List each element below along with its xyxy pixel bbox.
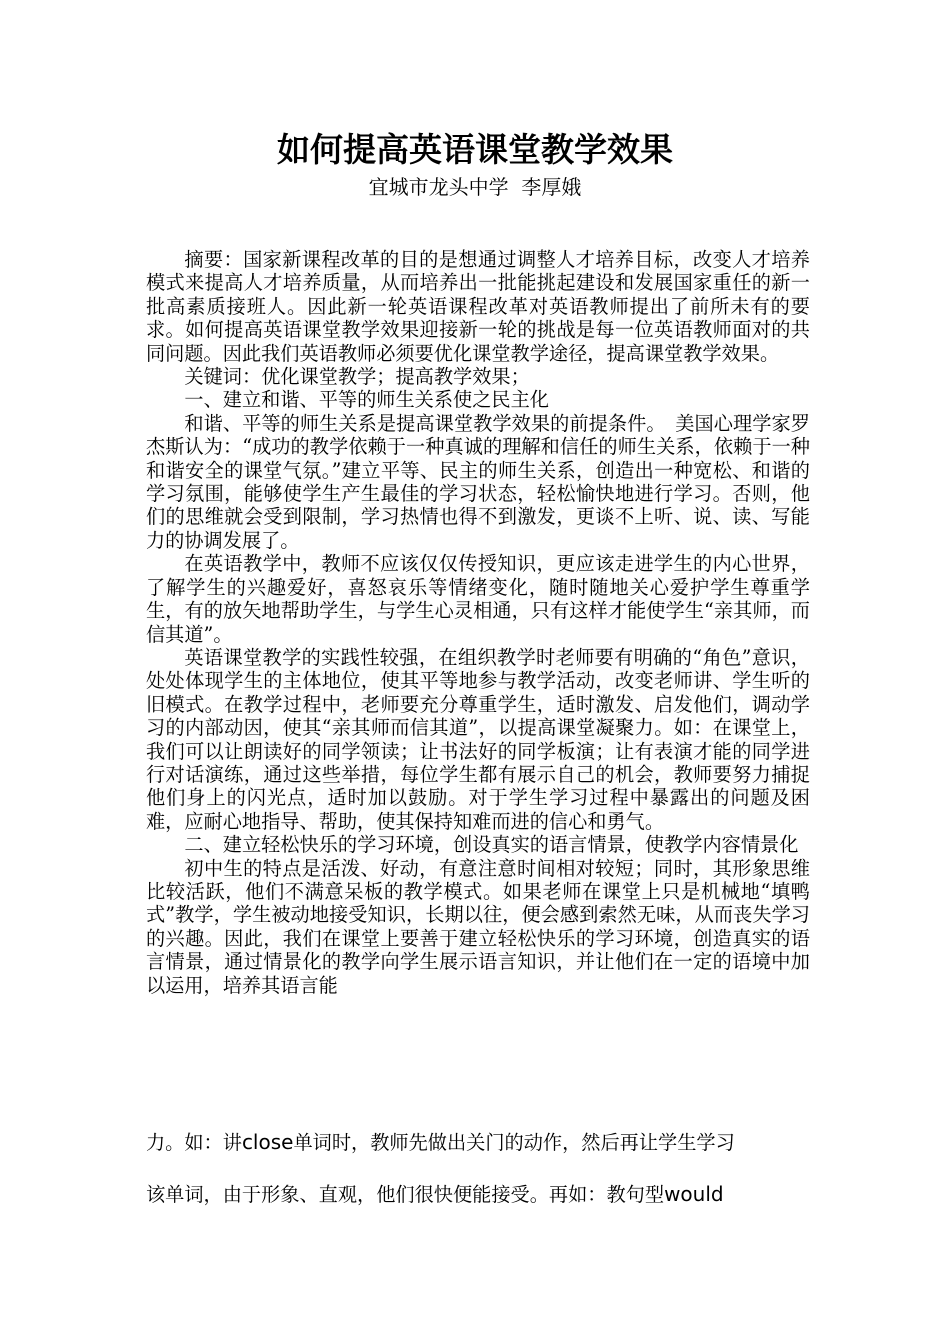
- body-paragraph: 和谐、平等的师生关系是提高课堂教学效果的前提条件。 美国心理学家罗杰斯认为：“成功的教学依赖于一种真诚的理解和信任的师生关系，依赖于一种和谐安全的课堂气氛。”建立平等、民主的师生关系，创造出一种宽松、和谐的学习氛围，能够使学生产生最佳的学习状态，轻松愉快地进行学习。否则，他们的思维就会受到限制，学习热情也得不到激发，更谈不上听、说、读、写能力的协调发展了。: [146, 411, 810, 552]
- body-line-would: [146, 1182, 810, 1207]
- document-title: 如何提高英语课堂教学效果: [277, 130, 673, 169]
- body-line-close: [146, 1130, 810, 1155]
- document-body: [146, 248, 810, 997]
- english-word: close: [241, 1130, 294, 1154]
- abstract-paragraph: 摘要：国家新课程改革的目的是想通过调整人才培养目标，改变人才培养模式来提高人才培养质量，从而培养出一批能挑起建设和发展国家重任的新一批高素质接班人。因此新一轮英语课程改革对英语教师提出了前所未有的要求。如何提高英语课堂教学效果迎接新一轮的挑战是每一位英语教师面对的共同问题。因此我们英语教师必须要优化课堂教学途径，提高课堂教学效果。: [146, 248, 810, 365]
- keywords-paragraph: 关键词：优化课堂教学；提高教学效果；: [184, 365, 530, 389]
- english-word: would: [664, 1182, 724, 1206]
- body-paragraph: 在英语教学中，教师不应该仅仅传授知识，更应该走进学生的内心世界，了解学生的兴趣爱好，喜怒哀乐等情绪变化，随时随地关心爱护学生尊重学生，有的放矢地帮助学生，与学生心灵相通，只有这样才能使学生“亲其师，而信其道”。: [146, 552, 810, 646]
- line-text: 力。如：讲: [146, 1131, 242, 1154]
- section-heading-1: 一、建立和谐、平等的师生关系使之民主化: [184, 388, 549, 412]
- line-text: 单词时，教师先做出关门的动作，然后再让学生学习: [293, 1131, 735, 1154]
- section-heading-2: 二、建立轻松快乐的学习环境，创设真实的语言情景，使教学内容情景化: [184, 833, 799, 857]
- line-text: 该单词，由于形象、直观，他们很快便能接受。再如：教句型: [146, 1183, 665, 1206]
- body-paragraph: 英语课堂教学的实践性较强，在组织教学时老师要有明确的“角色”意识，处处体现学生的主体地位，使其平等地参与教学活动，改变老师讲、学生听的旧模式。在教学过程中，老师要充分尊重学生，适时激发、启发他们，调动学习的内部动因，使其“亲其师而信其道”，以提高课堂凝聚力。如：在课堂上，我们可以让朗读好的同学领读；让书法好的同学板演；让有表演才能的同学进行对话演练，通过这些举措，每位学生都有展示自己的机会，教师要努力捕捉他们身上的闪光点，适时加以鼓励。对于学生学习过程中暴露出的问题及困难，应耐心地指导、帮助，使其保持知难而进的信心和勇气。: [146, 645, 810, 833]
- body-paragraph: 初中生的特点是活泼、好动，有意注意时间相对较短；同时，其形象思维比较活跃，他们不满意呆板的教学模式。如果老师在课堂上只是机械地“填鸭式”教学，学生被动地接受知识，长期以往，便会感到索然无味，从而丧失学习的兴趣。因此，我们在课堂上要善于建立轻松快乐的学习环境，创造真实的语言情景，通过情景化的教学向学生展示语言知识，并让他们在一定的语境中加以运用，培养其语言能: [146, 856, 810, 997]
- document-author: 宜城市龙头中学 李厚娥: [368, 175, 582, 199]
